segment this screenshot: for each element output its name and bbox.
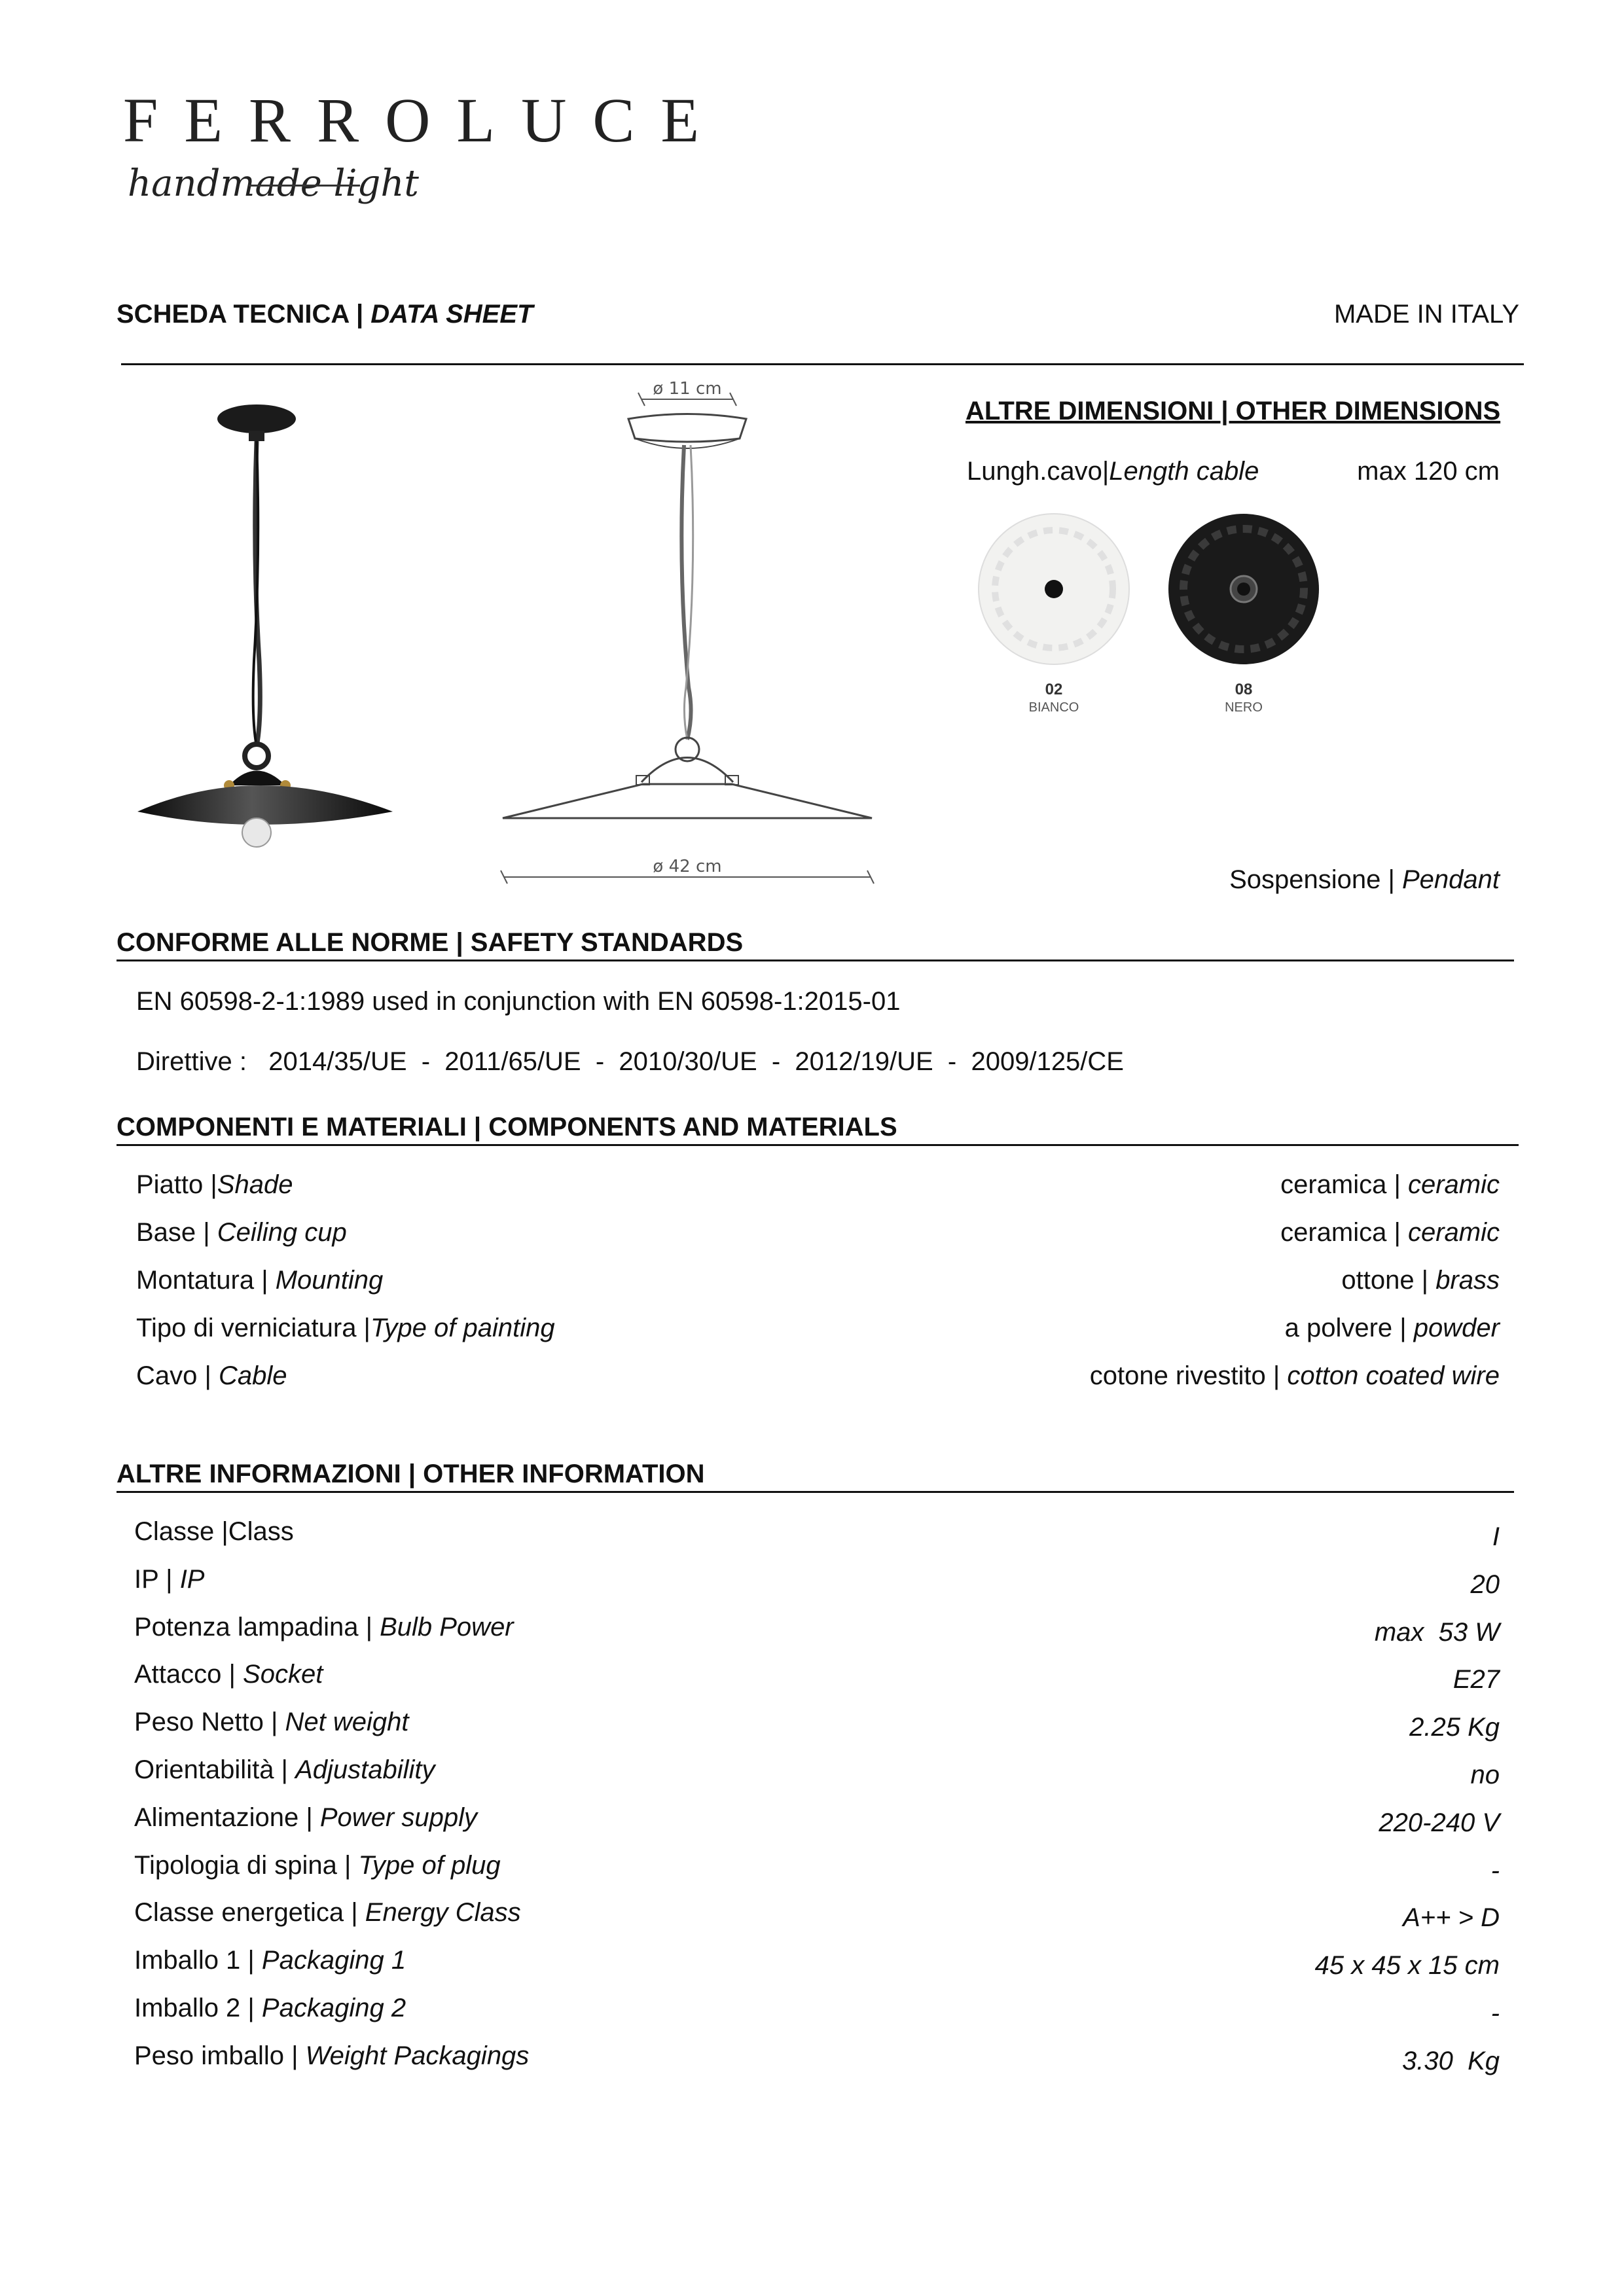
datasheet-title [117,300,533,329]
title-it: SCHEDA TECNICA [117,300,349,329]
component-label-en: Shade [217,1170,293,1199]
header-rule [121,363,1524,365]
other-info-title: ALTRE INFORMAZIONI | OTHER INFORMATION [117,1460,705,1488]
brand-tagline: handmade light [128,162,419,205]
info-label [134,1755,435,1785]
cable-label-it: Lungh.cavo| [967,457,1110,486]
components-rule [117,1144,1519,1146]
component-label-en: Type of painting [370,1314,555,1342]
swatch-black [1165,511,1322,668]
component-label-it: Montatura | [136,1266,276,1295]
info-value: 20 [1470,1570,1500,1599]
component-label [136,1314,555,1343]
info-label [134,1660,323,1689]
component-value [1341,1266,1500,1295]
info-label-it: Imballo 1 | [134,1946,262,1975]
component-value-en: cotton coated wire [1287,1361,1500,1390]
info-label-it: Classe energetica | [134,1898,365,1927]
info-label-it: Peso imballo | [134,2041,306,2070]
component-value [1280,1170,1500,1200]
component-value-it: cotone rivestito | [1089,1361,1288,1390]
info-value: - [1490,1856,1500,1885]
component-value [1090,1361,1500,1391]
info-label [134,1803,477,1833]
component-value-it: ceramica | [1280,1218,1408,1247]
cable-length-value: max 120 cm [1357,457,1500,486]
info-label [134,1565,204,1594]
product-type [1229,865,1500,895]
info-value: 3.30 Kg [1401,2047,1500,2075]
components-title: COMPONENTI E MATERIALI | COMPONENTS AND MATERIALS [117,1113,897,1141]
info-label-en: Adjustability [295,1755,435,1784]
cable-length-label [967,457,1259,486]
other-dimensions-title: ALTRE DIMENSIONI | OTHER DIMENSIONS [965,397,1501,425]
component-label-it: Cavo | [136,1361,219,1390]
product-type-en: Pendant [1401,865,1500,894]
cable-label-en: Length cable [1109,457,1259,486]
safety-title: CONFORME ALLE NORME | SAFETY STANDARDS [117,928,744,957]
component-label-it: Tipo di verniciatura | [136,1314,370,1342]
component-label-en: Ceiling cup [217,1218,347,1247]
info-value: 220-240 V [1379,1808,1500,1837]
title-en: DATA SHEET [370,300,533,329]
info-value: 45 x 45 x 15 cm [1314,1951,1500,1980]
brand-logo: FERROLUCE [123,85,726,155]
info-label [134,1517,294,1547]
info-value: I [1492,1522,1500,1551]
component-label [136,1266,383,1295]
info-label-it: IP | [134,1565,180,1594]
swatch-white-name: BIANCO [1028,700,1079,715]
component-value-it: a polvere | [1284,1314,1414,1342]
component-value-en: powder [1413,1314,1500,1342]
info-label [134,1898,521,1928]
title-separator: | [355,300,364,329]
product-photo [131,393,406,851]
top-diameter-label: ø 11 cm [653,379,722,399]
component-value [1280,1218,1500,1247]
info-label-it: Tipologia di spina | [134,1851,359,1880]
info-label [134,1994,406,2023]
info-label [134,1946,406,1975]
component-label [136,1170,293,1200]
bottom-diameter-label: ø 42 cm [653,857,722,876]
info-label [134,1708,409,1737]
swatch-black-name: NERO [1225,700,1263,715]
info-label-it: Classe |Class [134,1517,294,1546]
info-label [134,2041,529,2071]
info-label-en: Socket [243,1660,323,1689]
safety-standard-line: EN 60598-2-1:1989 used in conjunction with EN 60598-1:2015-01 [136,987,901,1016]
info-label-en: Energy Class [365,1898,521,1927]
info-label-it: Alimentazione | [134,1803,320,1832]
info-value: A++ > D [1403,1903,1500,1932]
swatch-white [975,511,1132,668]
component-label [136,1361,287,1391]
tagline-underline [249,185,360,187]
info-label-en: Bulb Power [380,1613,514,1641]
info-label-en: Net weight [285,1708,409,1736]
product-type-it: Sospensione | [1229,865,1402,894]
component-value-en: brass [1435,1266,1500,1295]
swatch-black-code: 08 [1235,681,1253,698]
directives-line: Direttive : 2014/35/UE - 2011/65/UE - 2010/30/UE - 2012/19/UE - 2009/125/CE [136,1047,1124,1076]
component-label-en: Cable [219,1361,287,1390]
info-label-en: IP [179,1565,205,1594]
info-label-it: Orientabilità | [134,1755,296,1784]
other-info-rule [117,1491,1514,1493]
technical-drawing [497,373,877,903]
safety-rule [117,960,1514,961]
info-label-it: Imballo 2 | [134,1994,262,2022]
info-value: E27 [1453,1665,1500,1694]
info-value: 2.25 Kg [1409,1713,1500,1742]
info-label-it: Attacco | [134,1660,244,1689]
component-value [1285,1314,1500,1343]
info-label-it: Potenza lampadina | [134,1613,380,1641]
component-value-en: ceramic [1407,1170,1500,1199]
component-value-en: ceramic [1407,1218,1500,1247]
component-label-it: Base | [136,1218,217,1247]
info-label-en: Weight Packagings [305,2041,530,2070]
swatch-white-code: 02 [1045,681,1063,698]
info-label [134,1851,501,1880]
info-label-en: Power supply [319,1803,477,1832]
info-label-en: Type of plug [358,1851,501,1880]
info-label-it: Peso Netto | [134,1708,285,1736]
info-label-en: Packaging 1 [261,1946,406,1975]
info-label [134,1613,514,1642]
component-label-en: Mounting [275,1266,384,1295]
info-value: - [1490,1999,1500,2028]
component-label-it: Piatto | [136,1170,217,1199]
made-in-italy: MADE IN ITALY [1333,300,1519,329]
info-value: no [1470,1761,1500,1789]
info-label-en: Packaging 2 [261,1994,406,2022]
info-value: max 53 W [1374,1618,1500,1647]
component-label [136,1218,347,1247]
component-value-it: ottone | [1341,1266,1436,1295]
component-value-it: ceramica | [1280,1170,1408,1199]
